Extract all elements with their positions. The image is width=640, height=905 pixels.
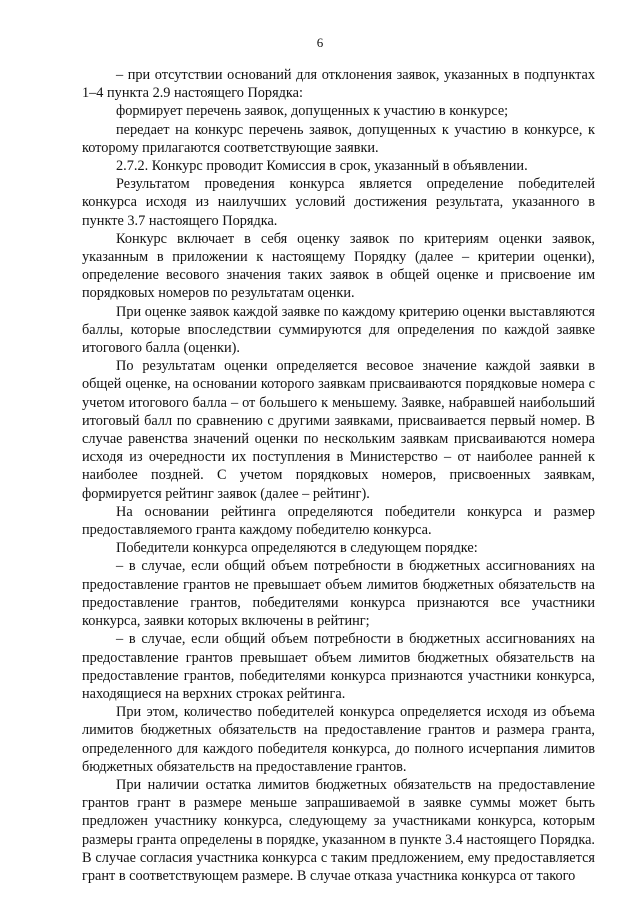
paragraph-1: – при отсутствии оснований для отклонения заявок, указанных в подпунктах 1–4 пункта 2.9 настоящего Порядка: <box>82 67 595 102</box>
paragraph-2: формирует перечень заявок, допущенных к участию в конкурсе; <box>116 103 509 120</box>
document-body <box>82 66 595 885</box>
paragraph-5: Результатом проведения конкурса является определение победителей конкурса исходя из наилучших условий достижения результата, указанного в пункте 3.7 настоящего Порядка. <box>82 176 595 229</box>
paragraph-7: При оценке заявок каждой заявке по каждому критерию оценки выставляются баллы, которые впоследствии суммируются для определения по каждой заявке итогового балла (оценки). <box>82 303 595 357</box>
paragraph-6: Конкурс включает в себя оценку заявок по критериям оценки заявок, указанным в приложении к настоящему Порядку (далее – критерии оценки), определение весового значения таких заявок в общей оценке и присвоение им порядковых номеров по результатам оценки. <box>82 230 595 302</box>
paragraph-13: При этом, количество победителей конкурса определяется исходя из объема лимитов бюджетных обязательств на предоставление грантов и размера гранта, определенного для каждого победителя конкурса, до полного исчерпания лимитов бюджетных обязательств на предоставление грантов. <box>82 704 595 775</box>
paragraph-11: – в случае, если общий объем потребности в бюджетных ассигнованиях на предоставление грантов не превышает объем лимитов бюджетных обязательств на предоставление грантов, победителями конкурса признаются все участники конкурса, заявки которых включены в рейтинг; <box>82 558 595 630</box>
paragraph-12: – в случае, если общий объем потребности в бюджетных ассигнованиях на предоставление грантов превышает объем лимитов бюджетных обязательств на предоставление грантов, победителями конкурса признаются участники конкурса, находящиеся на верхних строках рейтинга. <box>82 631 595 702</box>
paragraph-3: передает на конкурс перечень заявок, допущенных к участию в конкурсе, к которому прилагаются соответствующие заявки. <box>82 121 595 156</box>
paragraph-14: При наличии остатка лимитов бюджетных обязательств на предоставление грантов грант в размере меньше запрашиваемой в заявке суммы может быть предложен участнику конкурса, следующему за участниками конкурса, которым размеры гранта определены в порядке, указанном в пункте 3.4 настоящего Порядка. В случае согласия участника конкурса с таким предложением, ему предоставляется грант в соответствующем размере. В случае отказа участника конкурса от такого <box>82 776 595 884</box>
paragraph-10: Победители конкурса определяются в следующем порядке: <box>116 540 478 557</box>
paragraph-8: По результатам оценки определяется весовое значение каждой заявки в общей оценке, на основании которого заявкам присваиваются порядковые номера с учетом итогового балла – от большего к меньшему. Заявке, набравшей наибольший итоговый балл по сравнению с другими заявками, присваивается первый номер. В случае равенства значений оценки по нескольким заявкам присваиваются номера исходя из очередности их поступления в Министерство – от наиболее ранней к наиболее поздней. С учетом порядковых номеров, присвоенных заявкам, формируется рейтинг заявок (далее – рейтинг). <box>82 358 595 502</box>
paragraph-9: На основании рейтинга определяются победители конкурса и размер предоставляемого гранта каждому победителю конкурса. <box>82 503 595 539</box>
page-number: 6 <box>316 35 324 50</box>
paragraph-4: 2.7.2. Конкурс проводит Комиссия в срок, указанный в объявлении. <box>116 158 528 175</box>
